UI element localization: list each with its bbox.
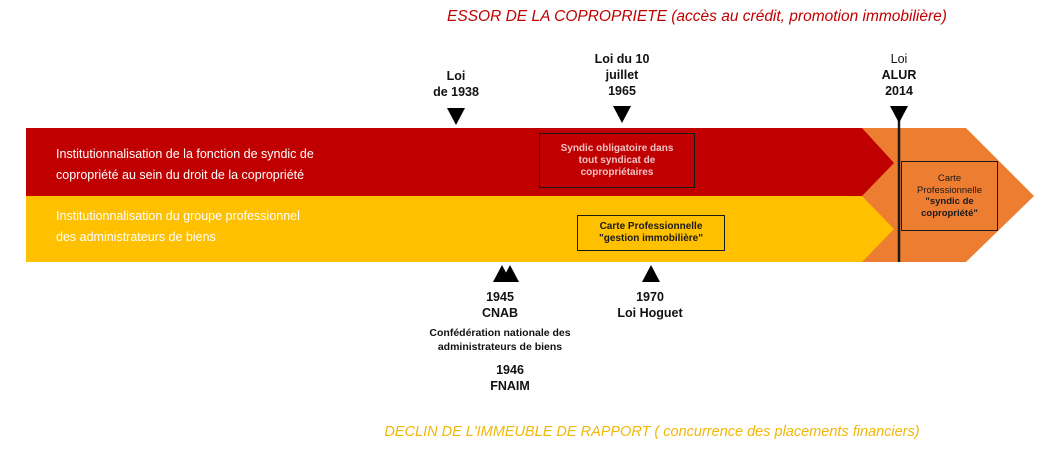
syndic-obligatoire-line1: Syndic obligatoire dans bbox=[560, 142, 674, 154]
marker-1965-line1: Loi du 10 bbox=[594, 52, 650, 66]
marker-alur-label bbox=[849, 51, 949, 99]
cnab-description-line2: administrateurs de biens bbox=[437, 341, 563, 353]
marker-1945-year: 1945 bbox=[486, 290, 514, 304]
marker-1970-year: 1970 bbox=[636, 290, 664, 304]
carte-syndic-box bbox=[901, 161, 998, 231]
red-band-label bbox=[56, 144, 314, 186]
marker-1965-triangle bbox=[613, 106, 631, 123]
bottom-title: DECLIN DE L'IMMEUBLE DE RAPPORT ( concurrence des placements financiers) bbox=[384, 424, 920, 440]
marker-1946-acronym: FNAIM bbox=[490, 379, 530, 393]
yellow-band-label bbox=[56, 206, 300, 248]
syndic-obligatoire-line2: tout syndicat de bbox=[578, 154, 656, 166]
cnab-description bbox=[400, 326, 600, 354]
marker-1965-line2: juillet bbox=[605, 68, 639, 82]
carte-gestion-box bbox=[577, 215, 725, 251]
marker-1970-triangle bbox=[642, 265, 660, 282]
carte-syndic-line2: Professionnelle bbox=[917, 184, 982, 196]
marker-1938-line1: Loi bbox=[446, 69, 466, 83]
marker-alur-line3: 2014 bbox=[885, 84, 913, 98]
red-band-line1: Institutionnalisation de la fonction de syndic de bbox=[56, 147, 314, 161]
carte-gestion-line2: "gestion immobilière" bbox=[599, 233, 703, 244]
red-band-line2: copropriété au sein du droit de la copropriété bbox=[56, 168, 305, 182]
carte-syndic-line3: "syndic de bbox=[925, 196, 974, 207]
yellow-band-line2: des administrateurs de biens bbox=[56, 230, 216, 244]
carte-syndic-line4: copropriété" bbox=[921, 207, 978, 219]
marker-1938-label bbox=[406, 68, 506, 100]
syndic-obligatoire-box bbox=[539, 133, 695, 188]
marker-1945-label bbox=[450, 289, 550, 321]
marker-alur-line1: Loi bbox=[890, 52, 908, 66]
carte-syndic-line1: Carte bbox=[937, 173, 962, 184]
yellow-band-line1: Institutionnalisation du groupe professionnel bbox=[56, 209, 300, 223]
marker-1938-line2: de 1938 bbox=[433, 85, 479, 99]
marker-1945-acronym: CNAB bbox=[481, 306, 519, 320]
marker-1965-label bbox=[572, 51, 672, 99]
cnab-description-line1: Confédération nationale des bbox=[429, 327, 571, 339]
top-title: ESSOR DE LA COPROPRIETE (accès au crédit, promotion immobilière) bbox=[447, 8, 947, 25]
marker-1970-name: Loi Hoguet bbox=[617, 306, 683, 320]
marker-1946-year: 1946 bbox=[496, 363, 524, 377]
marker-1946-label bbox=[460, 362, 560, 394]
carte-gestion-line1: Carte Professionnelle bbox=[599, 221, 703, 232]
marker-alur-line2: ALUR bbox=[881, 68, 917, 82]
marker-1970-label bbox=[600, 289, 700, 321]
marker-alur-triangle bbox=[890, 106, 908, 123]
marker-1938-triangle bbox=[447, 108, 465, 125]
marker-1965-line3: 1965 bbox=[608, 84, 636, 98]
syndic-obligatoire-line3: copropriétaires bbox=[580, 166, 654, 178]
